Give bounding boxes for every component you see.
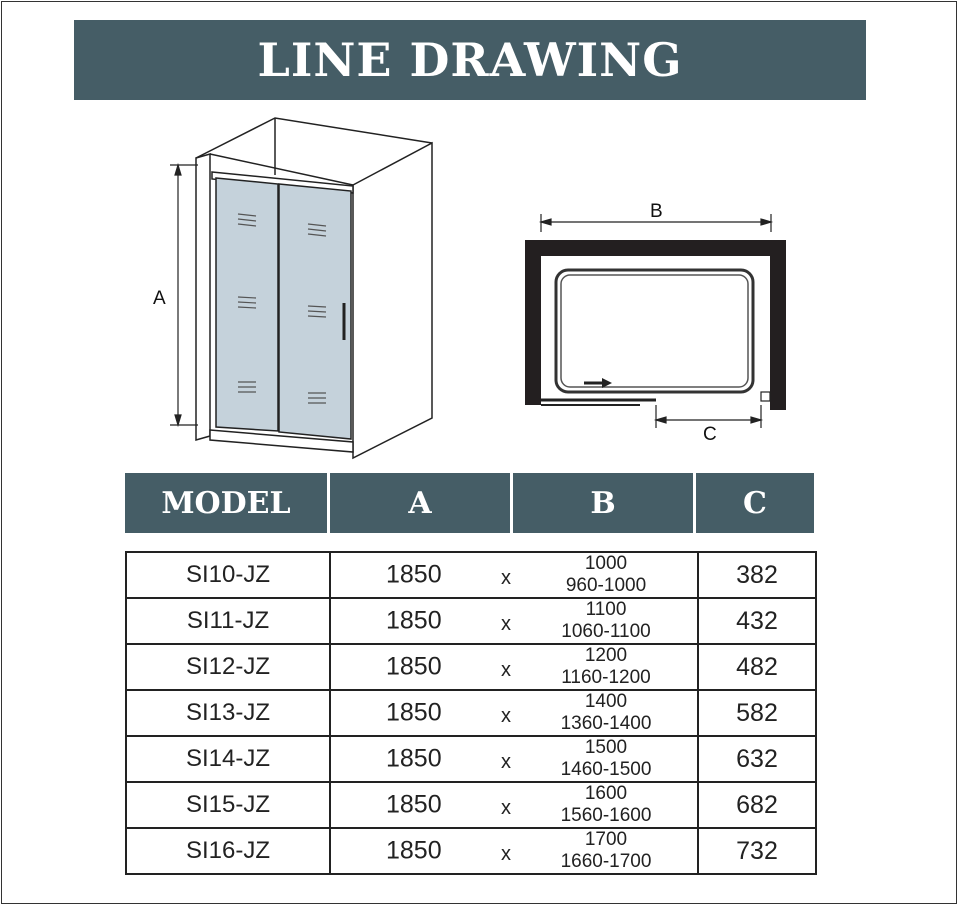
b-nominal: 1100: [585, 599, 627, 620]
dimension-ab-cell: [330, 736, 698, 782]
dimension-ab-cell: [330, 690, 698, 736]
table-row: [126, 690, 816, 736]
table-row: [126, 552, 816, 598]
model-cell: SI15-JZ: [126, 782, 330, 828]
b-range: 1460-1500: [560, 759, 652, 780]
dimension-a-value: 1850: [386, 652, 442, 681]
b-range: 1160-1200: [561, 667, 651, 688]
dimension-c-value: 682: [698, 782, 816, 828]
dimension-c-value: 382: [698, 552, 816, 598]
plan-view: [525, 214, 786, 428]
spec-table: [125, 551, 817, 875]
dimension-b-label: B: [650, 201, 663, 222]
b-nominal: 1700: [584, 829, 628, 850]
model-cell: SI10-JZ: [126, 552, 330, 598]
dimension-b-values: [536, 829, 676, 873]
b-nominal: 1600: [584, 783, 628, 804]
times-separator: x: [501, 566, 511, 589]
dimension-a-value: 1850: [386, 744, 442, 773]
model-cell: SI13-JZ: [126, 690, 330, 736]
glass-panel-left: [216, 178, 278, 431]
header-a: A: [330, 473, 510, 533]
dimension-c-value: 632: [698, 736, 816, 782]
dimension-c-value: 582: [698, 690, 816, 736]
b-nominal: 1200: [584, 645, 628, 666]
dimension-a-value: 1850: [386, 560, 442, 589]
b-nominal: 1400: [584, 691, 628, 712]
dimension-a-value: 1850: [386, 790, 442, 819]
dimension-c-value: 732: [698, 828, 816, 874]
b-range: 1060-1100: [561, 621, 651, 642]
model-cell: SI12-JZ: [126, 644, 330, 690]
b-nominal: 1500: [584, 737, 628, 758]
times-separator: x: [501, 658, 511, 681]
dimension-b-values: [536, 737, 676, 781]
header-c: C: [696, 473, 814, 533]
b-range: 1360-1400: [560, 713, 652, 734]
dimension-c-value: 432: [698, 598, 816, 644]
dimension-b-values: [536, 783, 676, 827]
dimension-ab-cell: [330, 644, 698, 690]
dimension-b-values: [536, 645, 676, 689]
dimension-a: [170, 165, 198, 425]
b-nominal: 1000: [584, 553, 628, 574]
times-separator: x: [501, 750, 511, 773]
model-cell: SI11-JZ: [126, 598, 330, 644]
dimension-a-label: A: [153, 288, 166, 309]
table-row: [126, 598, 816, 644]
header-model: MODEL: [125, 473, 327, 533]
header-b: B: [513, 473, 693, 533]
b-range: 1560-1600: [560, 805, 652, 826]
times-separator: x: [501, 842, 511, 865]
times-separator: x: [501, 704, 511, 727]
front-elevation: [196, 118, 432, 458]
dimension-ab-cell: [330, 782, 698, 828]
dimension-ab-cell: [330, 552, 698, 598]
dimension-c-value: 482: [698, 644, 816, 690]
b-range: 960-1000: [565, 575, 647, 596]
times-separator: x: [501, 612, 511, 635]
model-cell: SI14-JZ: [126, 736, 330, 782]
dimension-c-label: C: [703, 424, 717, 445]
dimension-ab-cell: [330, 598, 698, 644]
table-row: [126, 736, 816, 782]
times-separator: x: [501, 796, 511, 819]
table-row: [126, 828, 816, 874]
model-cell: SI16-JZ: [126, 828, 330, 874]
b-range: 1660-1700: [560, 851, 652, 872]
dimension-a-value: 1850: [386, 836, 442, 865]
dimension-b-values: [536, 599, 676, 643]
dimension-ab-cell: [330, 828, 698, 874]
dimension-a-value: 1850: [386, 606, 442, 635]
dimension-b-values: [536, 553, 676, 597]
table-row: [126, 644, 816, 690]
table-row: [126, 782, 816, 828]
dimension-a-value: 1850: [386, 698, 442, 727]
page-title: LINE DRAWING: [257, 33, 683, 87]
dimension-b-values: [536, 691, 676, 735]
